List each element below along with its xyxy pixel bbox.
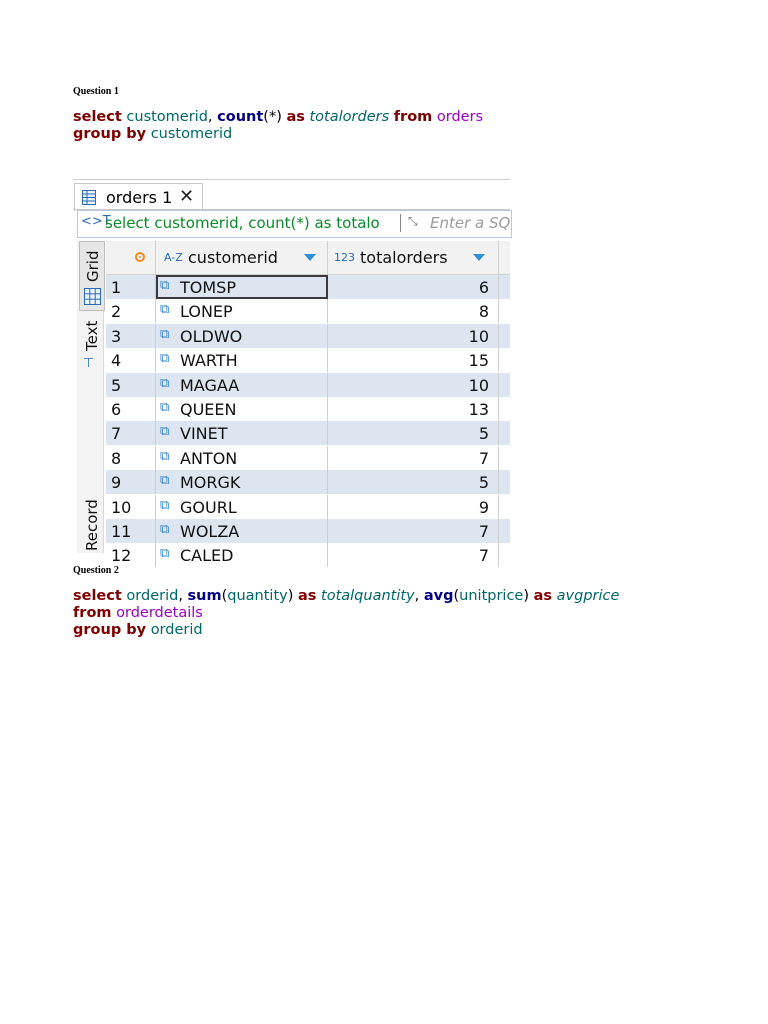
customerid-value: MAGAA <box>180 375 240 395</box>
sql-sum-arg: quantity <box>227 588 288 604</box>
row-number-cell[interactable] <box>106 470 156 494</box>
totalorders-cell[interactable] <box>328 470 499 494</box>
customerid-value: LONEP <box>180 302 233 322</box>
sql-alias: avgprice <box>556 588 620 604</box>
row-number: 3 <box>111 326 122 346</box>
totalorders-cell[interactable] <box>328 324 499 348</box>
results-tab-label: orders 1 <box>106 188 173 207</box>
row-number: 4 <box>111 351 122 371</box>
totalorders-value: 6 <box>478 278 489 297</box>
editor-tab-bar <box>73 179 510 210</box>
totalorders-cell[interactable] <box>328 397 499 421</box>
link-icon[interactable]: ⧉ <box>160 546 170 562</box>
sql-alias: totalorders <box>309 109 390 125</box>
row-number: 8 <box>111 448 122 468</box>
link-icon[interactable]: ⧉ <box>160 302 170 318</box>
sql-count-args: (*) <box>263 109 282 125</box>
customerid-cell[interactable] <box>156 470 328 494</box>
totalorders-value: 7 <box>478 522 489 541</box>
sql-avg-arg: unitprice <box>459 588 524 604</box>
sql-table: orderdetails <box>116 605 203 621</box>
totalorders-value: 7 <box>478 448 489 468</box>
totalorders-cell[interactable] <box>328 495 499 519</box>
sql-keyword-from: from <box>73 605 112 621</box>
sql-column: orderid <box>126 588 179 604</box>
sort-arrow-icon[interactable] <box>473 254 485 261</box>
totalorders-value: 5 <box>478 424 489 444</box>
grid-view-label: Grid <box>84 250 102 282</box>
table-row[interactable] <box>106 519 510 543</box>
totalorders-value: 8 <box>478 302 489 322</box>
row-number-cell[interactable] <box>106 519 156 543</box>
link-icon[interactable]: ⧉ <box>160 375 170 391</box>
link-icon[interactable]: ⧉ <box>160 522 170 537</box>
customerid-cell[interactable] <box>156 421 328 445</box>
totalorders-cell[interactable] <box>328 519 499 543</box>
table-row[interactable] <box>106 348 510 372</box>
link-icon[interactable]: ⧉ <box>160 497 170 513</box>
sql-keyword-as: as <box>286 109 305 125</box>
question-1-heading: Question 1 <box>73 86 119 97</box>
sql-keyword-from: from <box>393 109 433 125</box>
sql-keyword-as: as <box>298 588 317 604</box>
sql-column: customerid <box>126 109 208 125</box>
filter-input-placeholder[interactable]: Enter a SQ <box>430 214 511 232</box>
totalorders-cell[interactable] <box>328 446 499 470</box>
link-icon[interactable]: ⧉ <box>160 448 170 464</box>
table-row[interactable] <box>106 299 510 323</box>
sql-keyword-select: select <box>73 109 122 125</box>
question-2-sql: select orderid, sum(quantity) as totalquantity, avg(unitprice) as avgprice from orderdetails group by orderid <box>73 588 620 638</box>
customerid-cell[interactable] <box>156 446 328 470</box>
row-number: 7 <box>111 424 122 444</box>
row-number: 6 <box>111 400 122 419</box>
row-number-cell[interactable] <box>106 299 156 323</box>
row-number: 2 <box>111 302 122 322</box>
row-marker-icon <box>135 252 145 262</box>
customerid-cell[interactable] <box>156 324 328 348</box>
row-number-header <box>106 241 156 274</box>
table-row[interactable] <box>106 397 510 421</box>
grid-header <box>106 241 510 275</box>
sql-comma: , <box>178 588 183 604</box>
link-icon[interactable]: ⧉ <box>160 351 170 367</box>
sql-function-avg: avg <box>423 588 454 604</box>
column-header-customerid[interactable] <box>156 241 328 274</box>
text-view-label[interactable]: Text <box>83 320 101 351</box>
customerid-value: VINET <box>180 424 228 444</box>
table-row[interactable] <box>106 373 510 397</box>
grid-view-tab[interactable] <box>79 241 105 311</box>
row-number-cell[interactable] <box>106 373 156 397</box>
row-number-cell[interactable] <box>106 543 156 567</box>
query-filter-bar[interactable] <box>77 210 512 238</box>
customerid-cell[interactable] <box>156 275 328 299</box>
customerid-cell[interactable] <box>156 519 328 543</box>
sql-keyword-select: select <box>73 588 122 604</box>
view-mode-sidebar <box>77 241 104 553</box>
question-2-heading: Question 2 <box>73 565 119 576</box>
table-row[interactable] <box>106 275 510 299</box>
customerid-value: WARTH <box>180 351 238 371</box>
table-row[interactable] <box>106 543 510 567</box>
row-number: 11 <box>111 522 132 541</box>
sort-arrow-icon[interactable] <box>304 254 316 261</box>
link-icon[interactable]: ⧉ <box>160 424 170 440</box>
table-row[interactable] <box>106 495 510 519</box>
customerid-cell[interactable] <box>156 373 328 397</box>
type-icon-number: 123 <box>334 251 355 264</box>
customerid-value: OLDWO <box>180 326 243 346</box>
totalorders-cell[interactable] <box>328 348 499 372</box>
sql-function-count: count <box>217 109 264 125</box>
totalorders-value: 13 <box>468 400 489 419</box>
link-icon[interactable]: ⧉ <box>160 326 170 342</box>
totalorders-value: 15 <box>468 351 489 371</box>
totalorders-value: 9 <box>478 497 489 517</box>
expand-icon[interactable]: ⤡ <box>408 214 418 228</box>
sql-group-column: customerid <box>150 126 233 142</box>
text-view-icon[interactable]: ⊤ <box>83 356 95 371</box>
link-icon[interactable]: ⧉ <box>160 473 170 489</box>
totalorders-cell[interactable] <box>328 421 499 445</box>
column-label: customerid <box>188 248 278 267</box>
row-number-cell[interactable] <box>106 446 156 470</box>
customerid-cell[interactable] <box>156 299 328 323</box>
sql-comma: , <box>207 109 213 125</box>
results-tab[interactable] <box>74 183 203 211</box>
customerid-value: ANTON <box>180 448 238 468</box>
customerid-value: TOMSP <box>180 278 236 297</box>
sql-keyword-as: as <box>533 588 553 604</box>
row-number-cell[interactable] <box>106 324 156 348</box>
row-number-cell[interactable] <box>106 421 156 445</box>
sql-alias: totalquantity <box>321 588 415 604</box>
row-number: 5 <box>111 375 122 395</box>
totalorders-cell[interactable] <box>328 299 499 323</box>
close-icon[interactable]: ✕ <box>179 186 195 207</box>
row-number-cell[interactable] <box>106 275 156 299</box>
row-number-cell[interactable] <box>106 348 156 372</box>
customerid-cell[interactable] <box>156 495 328 519</box>
customerid-value: CALED <box>180 546 234 566</box>
customerid-value: MORGK <box>180 473 241 493</box>
record-view-label[interactable]: Record <box>83 499 101 551</box>
table-row[interactable] <box>106 470 510 494</box>
grid-icon <box>84 288 101 305</box>
totalorders-value: 7 <box>478 546 489 566</box>
totalorders-cell[interactable] <box>328 373 499 397</box>
customerid-value: WOLZA <box>180 522 240 541</box>
row-number: 9 <box>111 473 122 493</box>
sql-function-sum: sum <box>187 588 222 604</box>
customerid-cell[interactable] <box>156 397 328 421</box>
row-number: 12 <box>111 546 132 566</box>
row-number-cell[interactable] <box>106 397 156 421</box>
totalorders-value: 10 <box>468 326 489 346</box>
result-screenshot <box>73 179 511 566</box>
row-number: 10 <box>111 497 132 517</box>
column-label: totalorders <box>360 248 448 267</box>
query-text: select customerid, count(*) as totalo <box>105 214 380 232</box>
customerid-value: GOURL <box>180 497 237 517</box>
table-icon <box>82 190 96 205</box>
type-icon-text: A-Z <box>164 251 183 264</box>
query-divider <box>400 214 401 232</box>
link-icon[interactable]: ⧉ <box>160 400 170 415</box>
table-row[interactable] <box>106 421 510 445</box>
totalorders-value: 5 <box>478 473 489 493</box>
sql-keyword-group-by: group by <box>73 622 147 638</box>
link-icon[interactable]: ⧉ <box>160 278 170 293</box>
customerid-cell[interactable] <box>156 348 328 372</box>
table-row[interactable] <box>106 324 510 348</box>
totalorders-cell[interactable] <box>328 275 499 299</box>
totalorders-value: 10 <box>468 375 489 395</box>
customerid-value: QUEEN <box>180 400 237 419</box>
totalorders-cell[interactable] <box>328 543 499 567</box>
sql-text-icon: <>T <box>81 214 111 229</box>
sql-keyword-group-by: group by <box>73 126 147 142</box>
sql-table: orders <box>436 109 484 125</box>
customerid-cell[interactable] <box>156 543 328 567</box>
sql-group-column: orderid <box>150 622 203 638</box>
row-number-cell[interactable] <box>106 495 156 519</box>
table-row[interactable] <box>106 446 510 470</box>
row-number: 1 <box>111 278 122 297</box>
question-1-sql <box>73 109 483 143</box>
sql-comma: , <box>414 588 420 604</box>
column-header-totalorders[interactable] <box>328 241 499 274</box>
